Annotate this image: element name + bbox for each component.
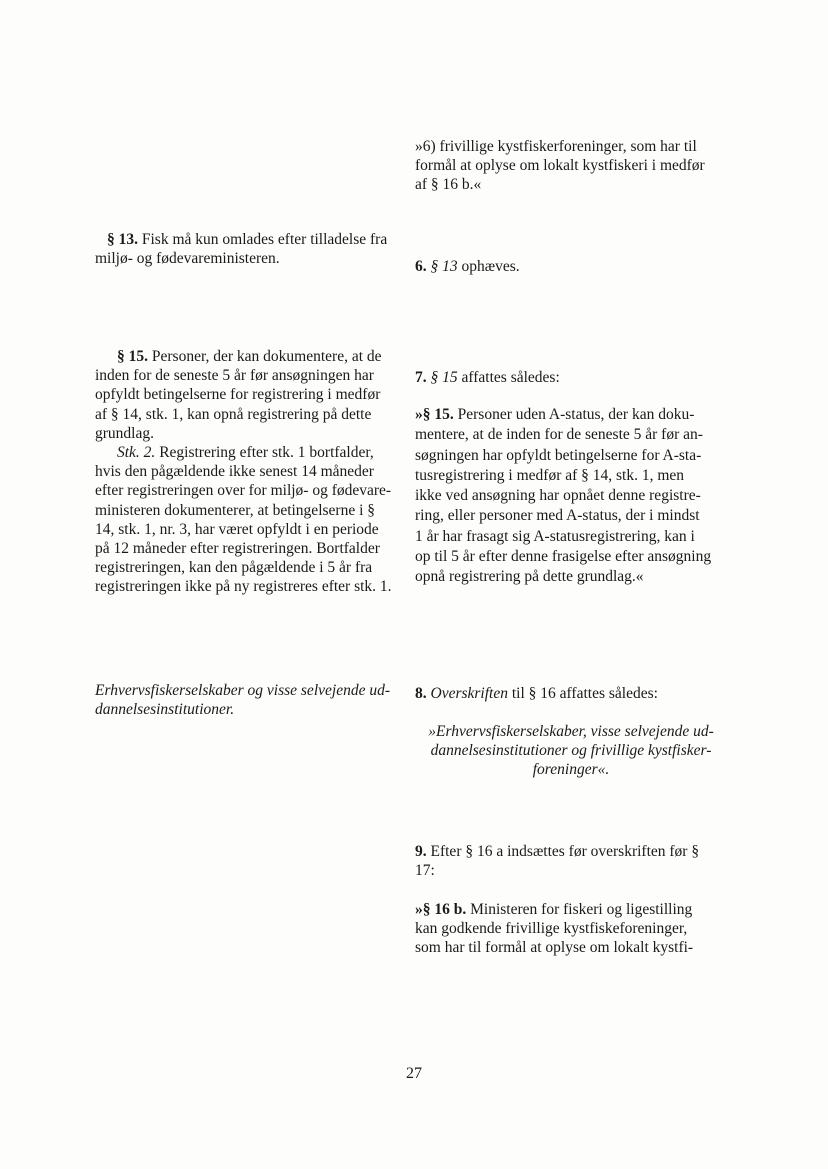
section-reference: Overskriften bbox=[430, 685, 508, 702]
text-line: dannelsesinstitutioner og frivillige kystfisker- bbox=[430, 742, 712, 760]
text-line: søgningen har opfyldt betingelserne for A-sta- bbox=[415, 446, 702, 464]
text-line: af § 14, stk. 1, kan opnå registrering på dette bbox=[95, 405, 372, 423]
text-line: formål at oplyse om lokalt kystfiskeri i medfør bbox=[415, 157, 705, 175]
text-line: kan godkende frivillige kystfiskeforeninger, bbox=[415, 920, 688, 938]
text-line: opnå registrering på dette grundlag.« bbox=[415, 568, 644, 586]
text-line: opfyldt betingelserne for registrering i medfør bbox=[95, 386, 381, 404]
new-section-16b bbox=[415, 900, 727, 958]
item-number: 9. bbox=[415, 843, 427, 860]
text-line: til § 16 affattes således: bbox=[511, 685, 658, 702]
amendment-item-6-text bbox=[415, 137, 727, 195]
item-number: 7. bbox=[415, 369, 427, 386]
section-number: § 13. bbox=[107, 231, 138, 248]
text-line: foreninger«. bbox=[532, 761, 610, 779]
text-line: 14, stk. 1, nr. 3, har været opfyldt i en periode bbox=[95, 520, 379, 538]
text-line: affattes således: bbox=[461, 369, 560, 386]
text-line: miljø- og fødevareministeren. bbox=[95, 250, 280, 268]
page-number: 27 bbox=[406, 1065, 422, 1082]
text-line: af § 16 b.« bbox=[415, 176, 482, 194]
text-line: dannelsesinstitutioner. bbox=[95, 701, 235, 719]
text-line: tusregistrering i medfør af § 14, stk. 1, men bbox=[415, 466, 685, 484]
item-number: 6. bbox=[415, 258, 427, 275]
text-line: Personer uden A-status, der kan doku- bbox=[453, 406, 695, 423]
text-line: registreringen, kan den pågældende i 5 år fra bbox=[95, 559, 373, 577]
section-reference: § 13 bbox=[430, 258, 458, 275]
amendment-item-6 bbox=[415, 257, 727, 276]
text-line: mentere, at de inden for de seneste 5 år før an- bbox=[415, 426, 703, 444]
text-line: hvis den pågældende ikke senest 14 måneder bbox=[95, 463, 374, 481]
section-number: § 15. bbox=[117, 348, 148, 365]
text-line: som har til formål at oplyse om lokalt kystfi- bbox=[415, 939, 694, 957]
amendment-item-8 bbox=[415, 684, 727, 703]
text-line: Personer, der kan dokumentere, at de bbox=[148, 348, 382, 365]
text-line: Registrering efter stk. 1 bortfalder, bbox=[155, 444, 374, 462]
text-line: grundlag. bbox=[95, 424, 154, 442]
text-line: 1 år har frasagt sig A-statusregistrering, kan i bbox=[415, 527, 695, 545]
amendment-item-7 bbox=[415, 368, 727, 387]
text-line: efter registreringen over for miljø- og fødevare- bbox=[95, 482, 392, 500]
text-line: Efter § 16 a indsættes før overskriften før § bbox=[430, 843, 700, 860]
text-line: Erhvervsfiskerselskaber og visse selvejende ud- bbox=[95, 682, 390, 699]
text-line: på 12 måneder efter registreringen. Bortfalder bbox=[95, 540, 380, 558]
text-line: »6) frivillige kystfiskerforeninger, som har til bbox=[415, 138, 697, 155]
text-line: ministeren dokumenterer, at betingelserne i § bbox=[95, 501, 376, 519]
subsection-label: Stk. 2. bbox=[117, 444, 156, 462]
text-line: 17: bbox=[415, 862, 435, 880]
text-line: op til 5 år efter denne frasigelse efter ansøgning bbox=[415, 548, 712, 566]
text-line: registreringen ikke på ny registreres efter stk. 1. bbox=[95, 578, 392, 596]
text-line: ophæves. bbox=[461, 258, 520, 275]
text-line: ring, eller personer med A-status, der i mindst bbox=[415, 507, 700, 525]
text-line: »Erhvervsfiskerselskaber, visse selvejende ud- bbox=[428, 723, 714, 740]
new-section-15 bbox=[415, 405, 727, 588]
text-line: Fisk må kun omlades efter tilladelse fra bbox=[138, 231, 388, 248]
section-number: »§ 16 b. bbox=[415, 901, 467, 918]
new-chapter-heading bbox=[415, 722, 727, 780]
text-line: Ministeren for fiskeri og ligestilling bbox=[466, 901, 693, 918]
chapter-heading bbox=[95, 681, 407, 719]
current-section-15 bbox=[95, 347, 407, 597]
text-line: ikke ved ansøgning har opnået denne registre- bbox=[415, 487, 701, 505]
amendment-item-9 bbox=[415, 842, 727, 880]
section-reference: § 15 bbox=[430, 369, 458, 386]
section-number: »§ 15. bbox=[415, 406, 454, 423]
current-section-13 bbox=[95, 230, 407, 268]
item-number: 8. bbox=[415, 685, 427, 702]
text-line: inden for de seneste 5 år før ansøgningen har bbox=[95, 367, 374, 385]
